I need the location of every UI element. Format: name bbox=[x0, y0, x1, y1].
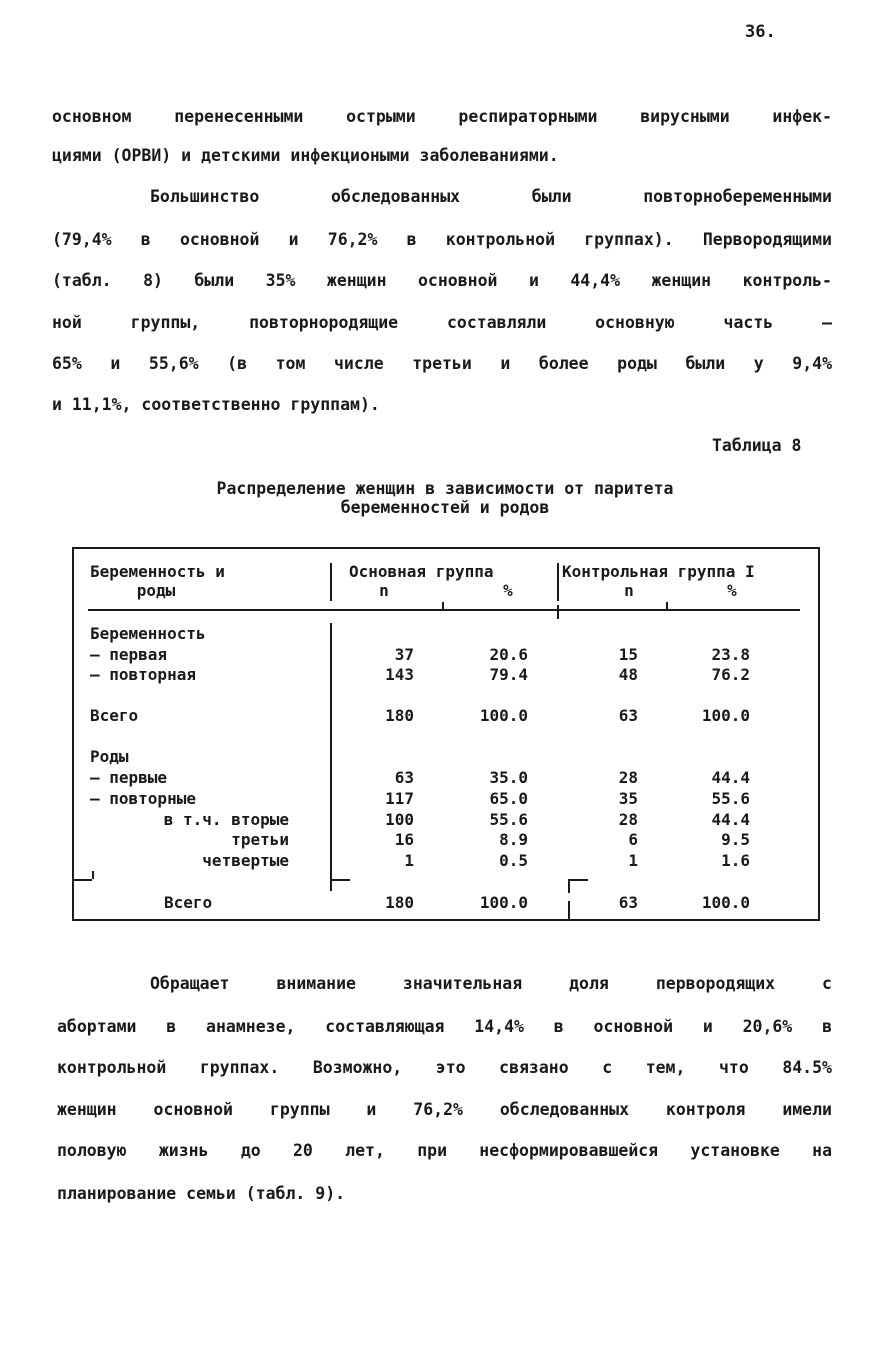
header-group-main: Основная группа bbox=[349, 562, 494, 581]
tick bbox=[442, 602, 444, 610]
text-line: женщин основной группы и 76,2% обследованных контроля имели bbox=[57, 1100, 832, 1119]
text-line: 65% и 55,6% (в том числе третьи и более роды были у 9,4% bbox=[52, 354, 832, 373]
cell-pct-control: 100.0 bbox=[701, 893, 750, 912]
text-line: и 11,1%, соответственно группам). bbox=[52, 395, 380, 414]
column-divider bbox=[557, 605, 559, 619]
cell-n-control: 15 bbox=[618, 645, 638, 664]
cell-pct-main: 20.6 bbox=[489, 645, 528, 664]
header-col1-line1: Беременность и bbox=[90, 562, 225, 581]
cell-pct-control: 55.6 bbox=[711, 789, 750, 808]
page-number: 36. bbox=[745, 22, 776, 42]
row-label: – повторная bbox=[90, 665, 196, 684]
row-label: Беременность bbox=[90, 624, 206, 643]
cell-n-control: 1 bbox=[628, 851, 638, 870]
text-line: (79,4% в основной и 76,2% в контрольной группах). Первородящими bbox=[52, 230, 832, 249]
row-divider bbox=[74, 879, 92, 881]
cell-n-control: 6 bbox=[628, 830, 638, 849]
row-label: – первая bbox=[90, 645, 168, 664]
cell-pct-control: 100.0 bbox=[701, 706, 750, 725]
cell-n-main: 180 bbox=[385, 706, 414, 725]
row-label: в т.ч. вторые bbox=[163, 810, 289, 829]
column-divider bbox=[330, 879, 332, 891]
cell-pct-main: 0.5 bbox=[499, 851, 528, 870]
text-line: Обращает внимание значительная доля первородящих с bbox=[150, 974, 832, 993]
row-label: – первые bbox=[90, 768, 168, 787]
cell-pct-main: 65.0 bbox=[489, 789, 528, 808]
cell-pct-control: 23.8 bbox=[711, 645, 750, 664]
table-label: Таблица 8 bbox=[712, 436, 802, 455]
cell-n-main: 63 bbox=[394, 768, 414, 787]
cell-n-control: 63 bbox=[618, 706, 638, 725]
cell-pct-main: 55.6 bbox=[489, 810, 528, 829]
row-divider bbox=[330, 879, 350, 881]
text-line: половую жизнь до 20 лет, при несформировавшейся установке на bbox=[57, 1141, 832, 1160]
text-line: основном перенесенными острыми респираторными вирусными инфек- bbox=[52, 107, 832, 126]
text-line: Большинство обследованных были повторнобеременными bbox=[150, 187, 832, 206]
cell-n-control: 28 bbox=[618, 768, 638, 787]
row-label: Всего bbox=[90, 706, 139, 725]
column-divider bbox=[330, 563, 332, 601]
row-label: третьи bbox=[231, 830, 289, 849]
cell-pct-main: 79.4 bbox=[489, 665, 528, 684]
text-line: (табл. 8) были 35% женщин основной и 44,4% женщин контроль- bbox=[52, 271, 832, 290]
row-divider bbox=[568, 879, 588, 881]
column-divider bbox=[557, 563, 559, 601]
cell-pct-control: 44.4 bbox=[711, 810, 750, 829]
cell-n-control: 28 bbox=[618, 810, 638, 829]
table-title: беременностей и родов bbox=[340, 498, 550, 517]
cell-n-control: 35 bbox=[618, 789, 638, 808]
text-line: контрольной группах. Возможно, это связано с тем, что 84.5% bbox=[57, 1058, 832, 1077]
header-group-control: Контрольная группа I bbox=[562, 562, 755, 581]
header-rule bbox=[88, 609, 800, 611]
tick bbox=[666, 602, 668, 610]
header-n: n bbox=[379, 581, 389, 600]
cell-pct-control: 9.5 bbox=[721, 830, 750, 849]
text-line: ной группы, повторнородящие составляли основную часть – bbox=[52, 313, 832, 332]
cell-pct-control: 76.2 bbox=[711, 665, 750, 684]
text-line: абортами в анамнезе, составляющая 14,4% в основной и 20,6% в bbox=[57, 1017, 832, 1036]
cell-n-main: 143 bbox=[385, 665, 414, 684]
cell-pct-main: 100.0 bbox=[479, 706, 528, 725]
row-label: – повторные bbox=[90, 789, 196, 808]
text-line: планирование семьи (табл. 9). bbox=[57, 1184, 346, 1203]
row-label: Всего bbox=[164, 893, 213, 912]
column-divider bbox=[330, 623, 332, 879]
data-table bbox=[72, 547, 820, 921]
header-pct: % bbox=[727, 581, 737, 600]
column-divider bbox=[568, 879, 570, 893]
cell-pct-main: 8.9 bbox=[499, 830, 528, 849]
cell-n-main: 100 bbox=[385, 810, 414, 829]
cell-n-main: 117 bbox=[385, 789, 414, 808]
cell-pct-main: 100.0 bbox=[479, 893, 528, 912]
table-title: Распределение женщин в зависимости от паритета bbox=[216, 479, 674, 498]
cell-n-main: 16 bbox=[394, 830, 414, 849]
header-pct: % bbox=[503, 581, 513, 600]
cell-pct-main: 35.0 bbox=[489, 768, 528, 787]
column-divider bbox=[92, 871, 94, 879]
cell-n-main: 37 bbox=[394, 645, 414, 664]
row-label: четвертые bbox=[202, 851, 289, 870]
cell-n-control: 63 bbox=[618, 893, 638, 912]
row-label: Роды bbox=[90, 747, 129, 766]
cell-pct-control: 1.6 bbox=[721, 851, 750, 870]
cell-n-control: 48 bbox=[618, 665, 638, 684]
cell-n-main: 1 bbox=[404, 851, 414, 870]
header-n: n bbox=[624, 581, 634, 600]
cell-pct-control: 44.4 bbox=[711, 768, 750, 787]
cell-n-main: 180 bbox=[385, 893, 414, 912]
column-divider bbox=[568, 901, 570, 921]
header-col1-line2: роды bbox=[136, 581, 176, 600]
text-line: циями (ОРВИ) и детскими инфекциоными заболеваниями. bbox=[52, 146, 559, 165]
